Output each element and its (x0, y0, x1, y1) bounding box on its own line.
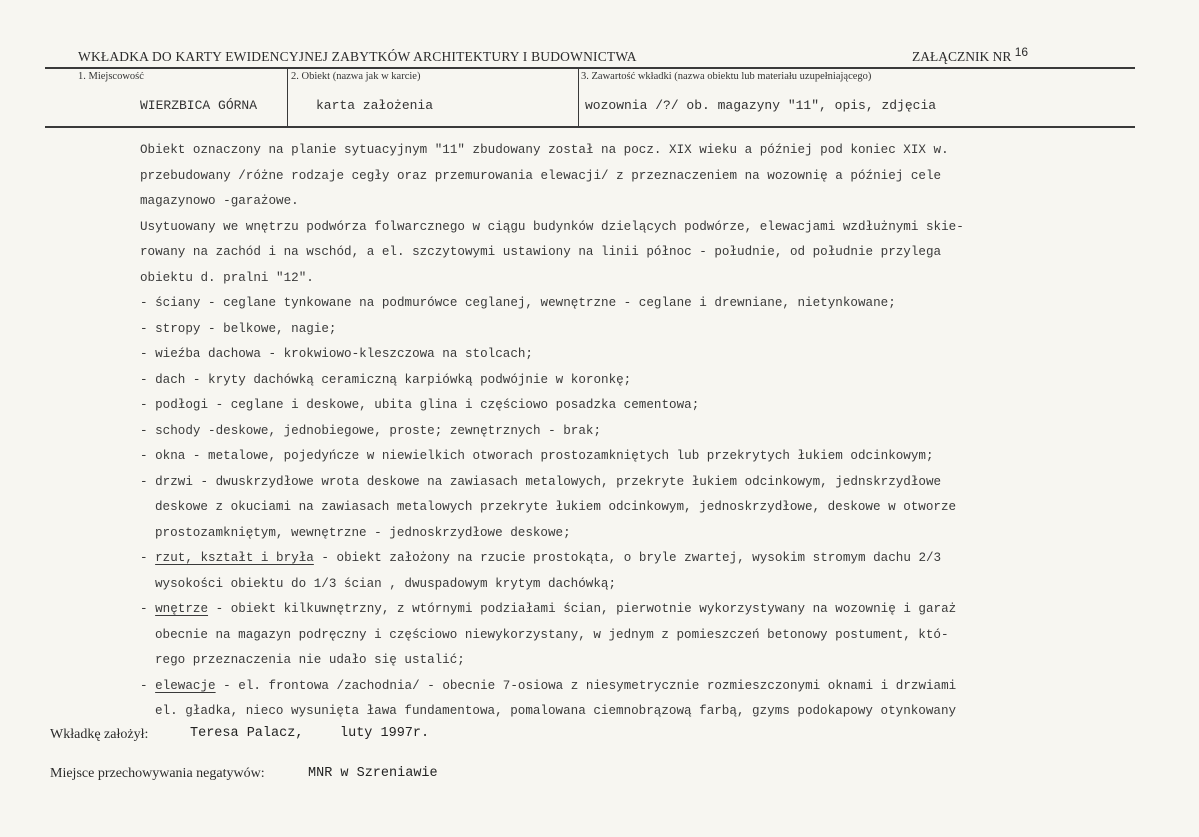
body-line: rowany na zachód i na wschód, a el. szczytowymi ustawiony na linii północ - południe, od południe przylega (140, 245, 942, 259)
annex-label-group (912, 45, 1029, 65)
body-line: wysokości obiektu do 1/3 ścian , dwuspadowym krytym dachówką; (155, 576, 617, 591)
body-line: Obiekt oznaczony na planie sytuacyjnym "11" zbudowany został na pocz. XIX wieku a później pod koniec XIX w. (140, 143, 949, 157)
column-divider-1 (287, 67, 288, 127)
underlined-heading: wnętrze (155, 602, 209, 616)
annex-label: ZAŁĄCZNIK NR (912, 49, 1012, 64)
place-value: WIERZBICA GÓRNA (140, 98, 258, 113)
body-line: prostozamkniętym, wewnętrzne - jednoskrzydłowe deskowe; (155, 525, 571, 540)
author-date: luty 1997r. (340, 726, 430, 741)
form-title: WKŁADKA DO KARTY EWIDENCYJNEJ ZABYTKÓW ARCHITEKTURY I BUDOWNICTWA (78, 49, 637, 64)
body-line: Usytuowany we wnętrzu podwórza folwarcznego w ciągu budynków dzielących podwórze, elewacjami wzdłużnymi skie- (140, 219, 964, 234)
list-item-roof-truss: - wieźba dachowa - krokwiowo-kleszczowa na stolcach; (140, 347, 533, 361)
list-item-doors: - drzwi - dwuskrzydłowe wrota deskowe na zawiasach metalowych, przekryte łukiem odcinkowym, jednskrzydłowe (140, 474, 942, 489)
body-line: magazynowo -garażowe. (140, 194, 299, 208)
list-item-floors: - podłogi - ceglane i deskowe, ubita glina i częściowo posadzka cementowa; (140, 398, 700, 412)
underlined-heading: elewacje (155, 678, 216, 693)
object-value: karta założenia (316, 98, 434, 113)
header-bottom-rule (45, 126, 1135, 128)
underlined-heading: rzut, kształt i bryła (155, 551, 314, 565)
body-line: obecnie na magazyn podręczny i częściowo niewykorzystany, w jednym z pomieszczeń betonowy postument, któ- (155, 627, 949, 642)
description-body (140, 138, 1065, 725)
content-value: wozownia /?/ ob. magazyny "11", opis, zdjęcia (585, 98, 937, 113)
column-divider-2 (578, 67, 579, 127)
body-line: obiektu d. pralni "12". (140, 270, 314, 285)
content-label: 3. Zawartość wkładki (nazwa obiektu lub materiału uzupełniającego) (581, 71, 872, 82)
list-item-windows: - okna - metalowe, pojedyńcze w niewielkich otworach prostozamkniętych lub przekrytych łukiem odcinkowym; (140, 449, 934, 463)
author-label: Wkładkę założył: (50, 727, 149, 742)
list-item-roof: - dach - kryty dachówką ceramiczną karpiówką podwójnie w koronkę; (140, 372, 632, 387)
body-line: el. gładka, nieco wysunięta ława fundamentowa, pomalowana ciemnobrązową farbą, gzyms podokapowy otynkowany (155, 704, 957, 718)
body-line: przebudowany /różne rodzaje cegły oraz przemurowania elewacji/ z przeznaczeniem na wozownię a później cele (140, 168, 942, 183)
list-item-walls: - ściany - ceglane tynkowane na podmurówce ceglanej, wewnętrzne - ceglane i drewniane, nietynkowane; (140, 296, 896, 310)
list-item-interior: - wnętrze - obiekt kilkuwnętrzny, z wtórnymi podziałami ścian, pierwotnie wykorzystywany na wozownię i garaż (140, 602, 957, 616)
body-line: deskowe z okuciami na zawiasach metalowych przekryte łukiem odcinkowym, jednoskrzydłowe, deskowe w otworze (155, 500, 957, 514)
list-item-ceilings: - stropy - belkowe, nagie; (140, 321, 337, 336)
author-name: Teresa Palacz, (190, 726, 304, 741)
list-item-stairs: - schody -deskowe, jednobiegowe, proste; zewnętrznych - brak; (140, 423, 602, 438)
negatives-location: MNR w Szreniawie (308, 766, 438, 781)
object-label: 2. Obiekt (nazwa jak w karcie) (291, 71, 421, 82)
negatives-label: Miejsce przechowywania negatywów: (50, 766, 265, 781)
place-label: 1. Miejscowość (78, 71, 144, 82)
annex-number: 16 (1014, 45, 1029, 59)
list-item-elevations: - elewacje - el. frontowa /zachodnia/ - obecnie 7-osiowa z niesymetrycznie rozmieszczonymi oknami i drzwiami (140, 678, 957, 693)
list-item-plan: - rzut, kształt i bryła - obiekt założony na rzucie prostokąta, o bryle zwartej, wysokim stromym dachu 2/3 (140, 551, 942, 565)
header-top-rule (45, 67, 1135, 69)
body-line: rego przeznaczenia nie udało się ustalić; (155, 653, 465, 667)
